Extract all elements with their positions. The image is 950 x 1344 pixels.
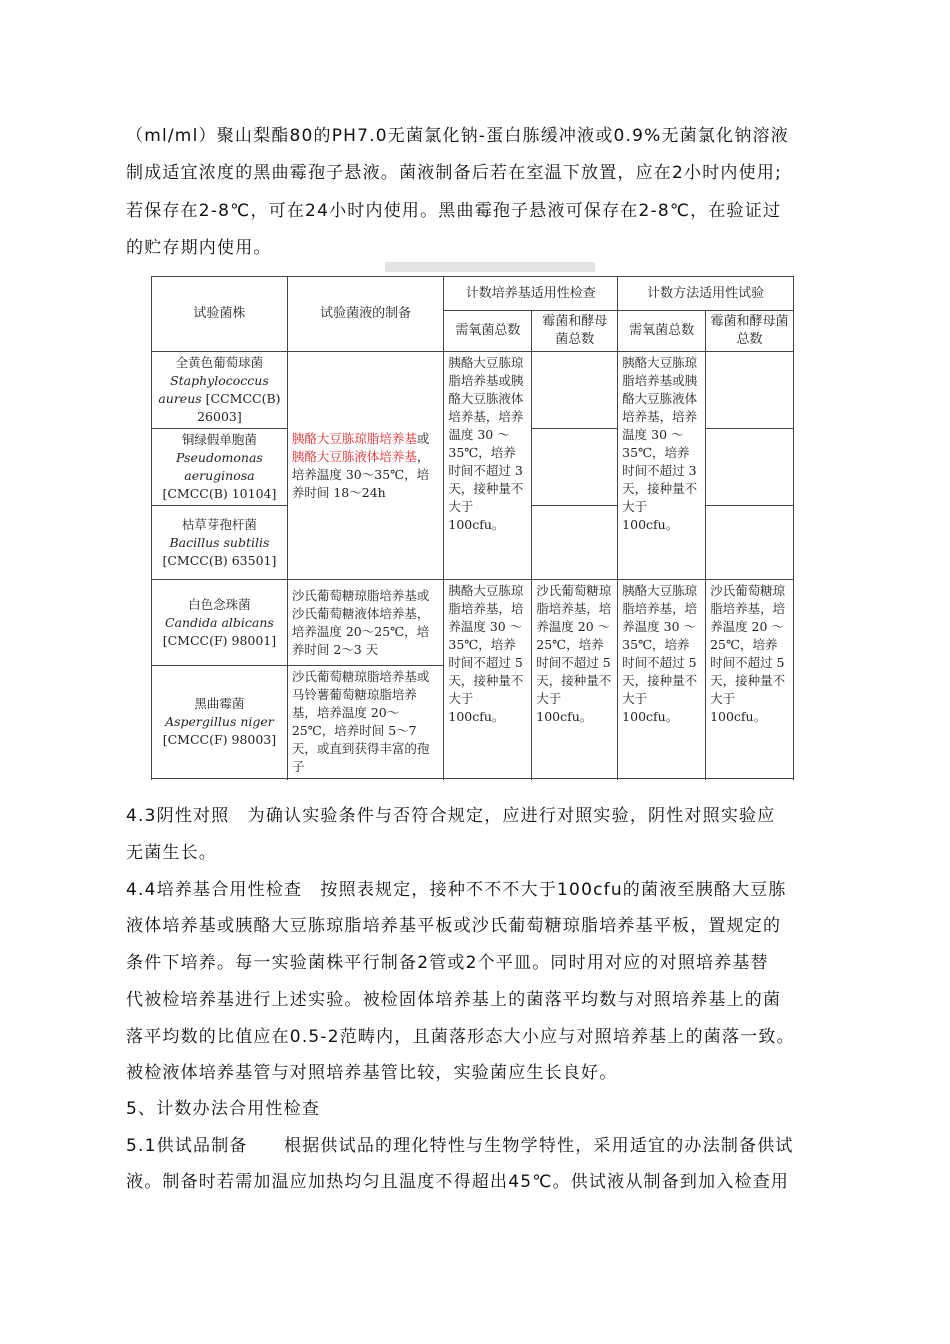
strain-name: 枯草芽孢杆菌 xyxy=(181,516,257,532)
strain-cell xyxy=(152,666,288,779)
prep-niger: 沙氏葡萄糖琼脂培养基或马铃薯葡萄糖琼脂培养基，培养温度 20～25℃，培养时间 5～7天，或直到获得丰富的孢子 xyxy=(287,666,444,779)
section-heading: 5、计数办法合用性检查 xyxy=(126,1099,321,1119)
cell-fungi-aerobic-medium: 胰酪大豆胨琼脂培养基，培养温度 30 ～ 35℃，培养时间不超过 5 天，接种量不大于 100cfu。 xyxy=(444,580,532,779)
paragraph-line: 5.1供试品制备 根据供试品的理化特性与生物学特性，采用适宜的办法制备供试 xyxy=(126,1136,794,1156)
prep-bacteria xyxy=(287,352,444,580)
strain-code: [CCMCC(B) xyxy=(205,391,281,406)
header-prep: 试验菌液的制备 xyxy=(287,277,444,352)
faint-table-caption xyxy=(385,262,595,272)
strain-latin: Staphylococcus xyxy=(170,373,269,388)
strain-table xyxy=(151,276,794,779)
header-method-suitability: 计数方法适用性试验 xyxy=(618,277,794,311)
cell-bact-aerobic-method: 胰酪大豆胨琼脂培养基或胰酪大豆胨液体培养基，培养温度 30 ～ 35℃，培养时间不超过 3 天，接种量不大于 100cfu。 xyxy=(618,352,706,580)
strain-code: 26003] xyxy=(197,409,242,424)
paragraph-line: 的贮存期内使用。 xyxy=(126,238,272,258)
paragraph-line: 落平均数的比值应在0.5-2范畴内，且菌落形态大小应与对照培养基上的菌落一致。 xyxy=(126,1027,795,1047)
empty-cell xyxy=(706,429,794,506)
strain-code: [CMCC(B) 10104] xyxy=(162,486,277,501)
strain-latin: Bacillus subtilis xyxy=(169,534,270,550)
strain-latin: aureus xyxy=(158,391,202,406)
cell-bact-aerobic-medium: 胰酪大豆胨琼脂培养基或胰酪大豆胨液体培养基，培养温度 30 ～ 35℃，培养时间不超过 3 天，接种量不大于 100cfu。 xyxy=(444,352,532,580)
strain-name: 黑曲霉菌 xyxy=(194,696,245,711)
header-strain: 试验菌株 xyxy=(152,277,288,352)
strain-cell xyxy=(152,506,288,580)
header-mold-1: 霉菌和酵母菌总数 xyxy=(532,311,618,352)
strain-cell xyxy=(152,429,288,506)
prep-candida: 沙氏葡萄糖琼脂培养基或沙氏葡萄糖液体培养基，培养温度 20～25℃，培养时间 2～3 天 xyxy=(287,580,444,666)
paragraph-line: 4.3阴性对照 为确认实验条件与否符合规定，应进行对照实验，阴性对照实验应 xyxy=(126,806,776,826)
cell-fungi-mold-method: 沙氏葡萄糖琼脂培养基，培养温度 20 ～ 25℃，培养时间不超过 5 天，接种量不大于 100cfu。 xyxy=(706,580,794,779)
header-mold-2: 霉菌和酵母菌总数 xyxy=(706,311,794,352)
header-aerobic-1: 需氧菌总数 xyxy=(444,311,532,352)
empty-cell xyxy=(532,506,618,580)
empty-cell xyxy=(532,352,618,429)
header-aerobic-2: 需氧菌总数 xyxy=(618,311,706,352)
paragraph-line: （ml/ml）聚山梨酯80的PH7.0无菌氯化钠-蛋白胨缓冲液或0.9%无菌氯化钠溶液 xyxy=(126,126,789,146)
cell-fungi-aerobic-method: 胰酪大豆胨琼脂培养基，培养温度 30 ～ 35℃，培养时间不超过 5 天，接种量不大于 100cfu。 xyxy=(618,580,706,779)
empty-cell xyxy=(706,506,794,580)
strain-name: 全黄色葡萄球菌 xyxy=(175,355,264,370)
prep-highlight: 胰酪大豆胨液体培养 xyxy=(291,448,405,464)
strain-latin: aeruginosa xyxy=(184,468,255,483)
paragraph-line: 条件下培养。每一实验菌株平行制备2管或2个平皿。同时用对应的对照培养基替 xyxy=(126,953,769,973)
prep-text: 或 xyxy=(416,430,430,446)
strain-cell xyxy=(152,352,288,429)
strain-latin: Candida albicans xyxy=(164,614,274,630)
paragraph-line: 若保存在2-8℃，可在24小时内使用。黑曲霉孢子悬液可保存在2-8℃，在验证过 xyxy=(126,201,782,221)
empty-cell xyxy=(532,429,618,506)
cell-fungi-mold-medium: 沙氏葡萄糖琼脂培养基，培养温度 20 ～ 25℃，培养时间不超过 5 天，接种量不大于 100cfu。 xyxy=(532,580,618,779)
strain-code: [CMCC(B) 63501] xyxy=(162,552,277,568)
paragraph-line: 液。制备时若需加温应加热均匀且温度不得超出45℃。供试液从制备到加入检查用 xyxy=(126,1172,790,1192)
paragraph-line: 无菌生长。 xyxy=(126,843,217,863)
strain-code: [CMCC(F) 98003] xyxy=(162,732,277,747)
strain-name: 白色念珠菌 xyxy=(188,596,251,612)
empty-cell xyxy=(706,352,794,429)
prep-highlight: 胰酪大豆胨琼脂培养基 xyxy=(291,430,417,446)
strain-name: 铜绿假单胞菌 xyxy=(181,432,257,447)
strain-latin: Pseudomonas xyxy=(176,450,263,465)
paragraph-line: 代被检培养基进行上述实验。被检固体培养基上的菌落平均数与对照培养基上的菌 xyxy=(126,990,782,1010)
prep-highlight: 基 xyxy=(404,448,417,464)
paragraph-line: 被检液体培养基管与对照培养基管比较，实验菌应生长良好。 xyxy=(126,1063,618,1083)
paragraph-line: 制成适宜浓度的黑曲霉孢子悬液。菌液制备后若在室温下放置，应在2小时内使用; xyxy=(126,163,782,183)
strain-latin: Aspergillus niger xyxy=(165,714,274,729)
prep-text: ，培养温度 30～35℃，培养时间 18～24h xyxy=(291,448,430,500)
strain-code: [CMCC(F) 98001] xyxy=(162,632,277,648)
header-medium-suitability: 计数培养基适用性检查 xyxy=(444,277,618,311)
strain-cell xyxy=(152,580,288,666)
paragraph-line: 液体培养基或胰酪大豆胨琼脂培养基平板或沙氏葡萄糖琼脂培养基平板，置规定的 xyxy=(126,916,782,936)
paragraph-line: 4.4培养基合用性检查 按照表规定，接种不不不大于100cfu的菌液至胰酪大豆胨 xyxy=(126,880,787,900)
